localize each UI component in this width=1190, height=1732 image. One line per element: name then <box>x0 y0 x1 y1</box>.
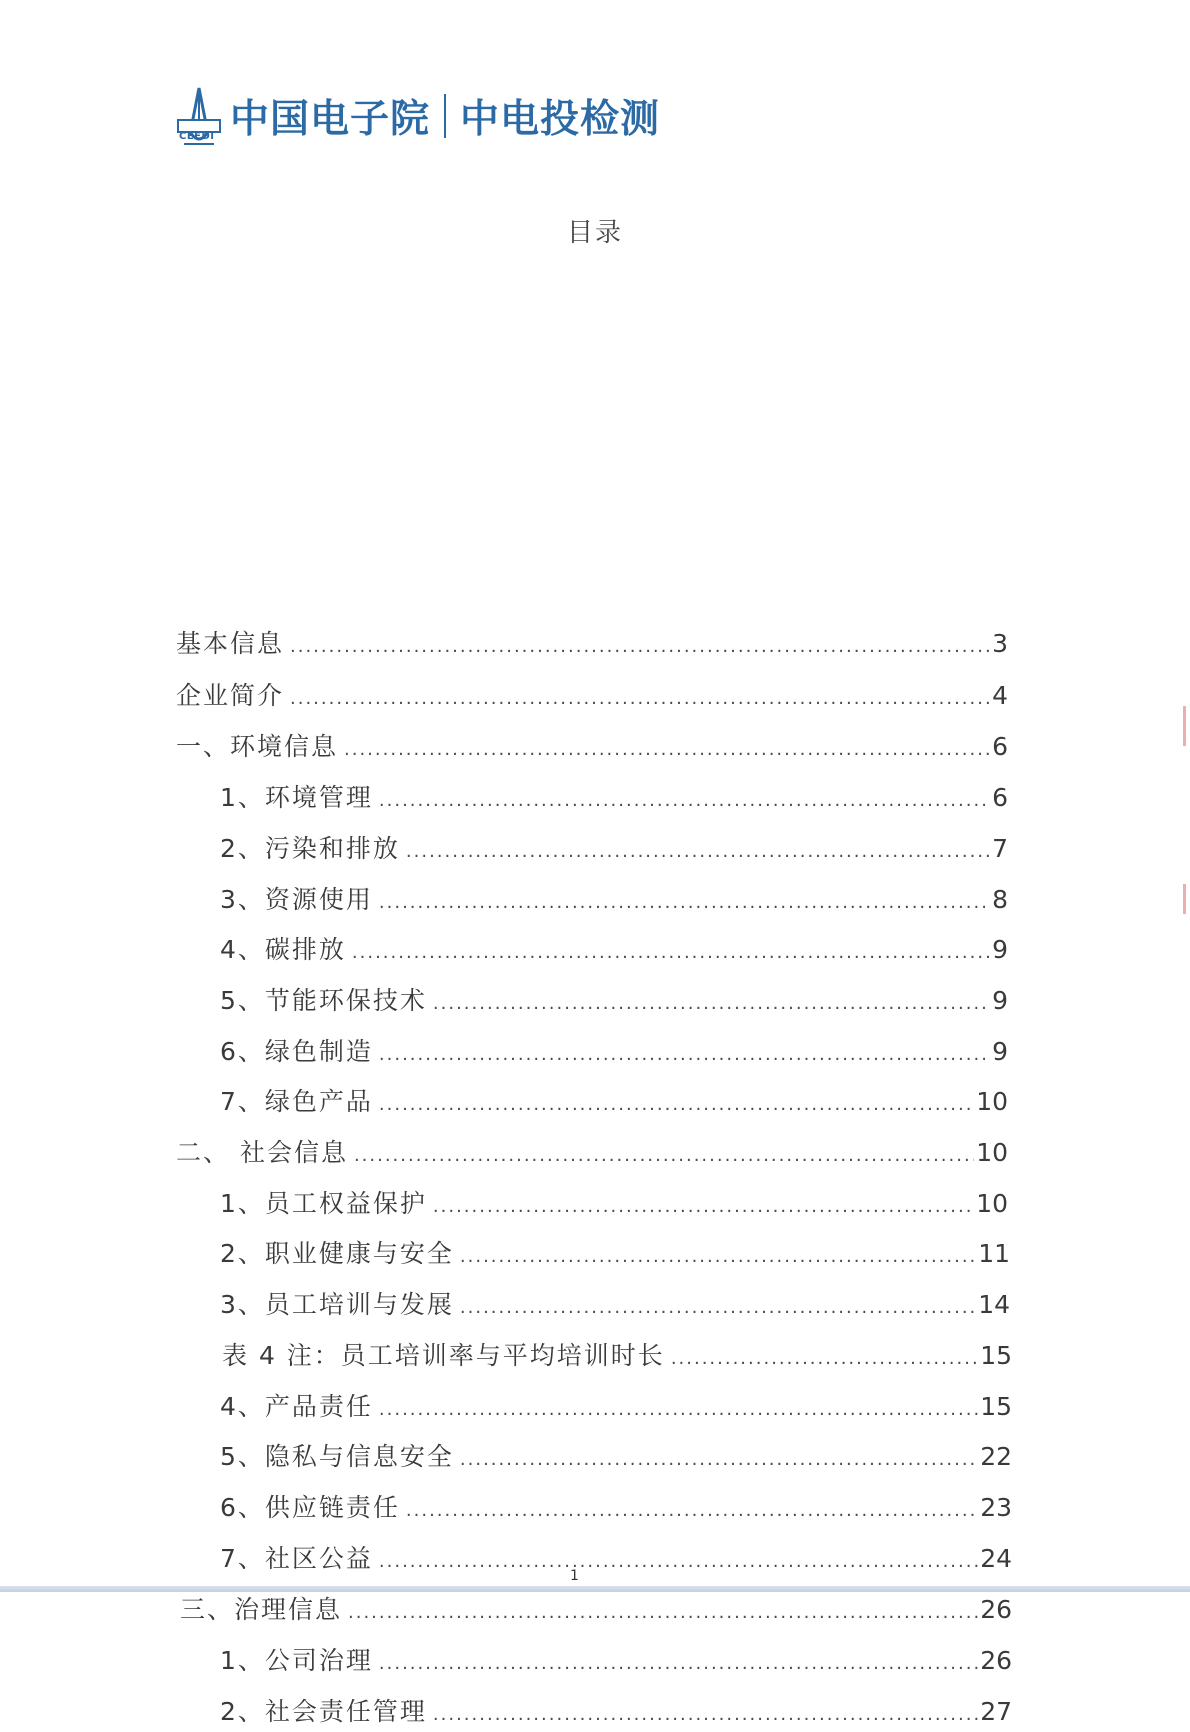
toc-entry[interactable] <box>220 1692 1012 1732</box>
toc-entry-page: 6 <box>992 783 1008 812</box>
toc-entry-page: 9 <box>992 1037 1008 1066</box>
toc-entry-page: 27 <box>980 1697 1012 1726</box>
toc-entry-page: 22 <box>980 1442 1012 1471</box>
toc-entry-page: 10 <box>976 1138 1008 1167</box>
toc-dot-leader <box>460 1297 976 1318</box>
toc-entry-label: 一、环境信息 <box>176 732 339 761</box>
toc-entry-label: 3、员工培训与发展 <box>220 1290 454 1319</box>
toc-dot-leader <box>379 1653 978 1674</box>
toc-entry-label: 5、隐私与信息安全 <box>220 1442 454 1471</box>
toc-entry-page: 23 <box>980 1493 1012 1522</box>
toc-dot-leader <box>433 1704 978 1725</box>
toc-entry[interactable] <box>176 676 1008 716</box>
toc-entry-page: 6 <box>992 732 1008 761</box>
toc-dot-leader <box>433 1196 974 1217</box>
toc-entry-label: 7、社区公益 <box>220 1544 373 1573</box>
toc-entry-label: 1、环境管理 <box>220 783 373 812</box>
toc-entry-page: 26 <box>980 1646 1012 1675</box>
toc-entry-page: 4 <box>992 681 1008 710</box>
toc-entry-page: 8 <box>992 885 1008 914</box>
toc-entry[interactable] <box>176 624 1008 664</box>
toc-dot-leader <box>354 1145 974 1166</box>
toc-entry-label: 2、污染和排放 <box>220 834 400 863</box>
toc-dot-leader <box>433 993 990 1014</box>
toc-entry-label: 7、绿色产品 <box>220 1087 373 1116</box>
toc-entry[interactable] <box>220 1032 1008 1072</box>
toc-dot-leader <box>379 1551 978 1572</box>
toc-dot-leader <box>379 892 990 913</box>
toc-entry-label: 4、产品责任 <box>220 1392 373 1421</box>
toc-entry[interactable] <box>220 930 1008 970</box>
document-header <box>176 86 660 146</box>
toc-entry-label: 2、社会责任管理 <box>220 1697 427 1726</box>
ceedi-logo-lettering <box>176 86 215 142</box>
toc-dot-leader <box>348 1602 978 1623</box>
toc-entry-label: 4、碳排放 <box>220 935 346 964</box>
footer-divider <box>0 1586 1190 1592</box>
toc-entry-label: 3、资源使用 <box>220 885 373 914</box>
toc-entry[interactable] <box>220 1082 1008 1122</box>
toc-dot-leader <box>290 688 990 709</box>
toc-entry-label: 二、 社会信息 <box>176 1138 348 1167</box>
toc-dot-leader <box>352 942 990 963</box>
toc-entry-page: 9 <box>992 986 1008 1015</box>
toc-dot-leader <box>671 1348 978 1369</box>
toc-entry[interactable] <box>220 981 1008 1021</box>
toc-entry[interactable] <box>176 727 1008 767</box>
toc-dot-leader <box>460 1246 976 1267</box>
toc-entry-label: 企业简介 <box>176 681 285 710</box>
toc-entry[interactable] <box>220 778 1008 818</box>
toc-entry-page: 14 <box>978 1290 1010 1319</box>
toc-entry-page: 3 <box>992 629 1008 658</box>
toc-dot-leader <box>460 1449 978 1470</box>
toc-entry-page: 15 <box>980 1392 1012 1421</box>
toc-entry-label: 1、员工权益保护 <box>220 1189 427 1218</box>
toc-entry[interactable] <box>220 1387 1012 1427</box>
toc-entry-label: 2、职业健康与安全 <box>220 1239 454 1268</box>
toc-entry-label: 1、公司治理 <box>220 1646 373 1675</box>
toc-entry[interactable] <box>220 1184 1008 1224</box>
toc-entry-page: 10 <box>976 1189 1008 1218</box>
page-number: 1 <box>570 1568 579 1584</box>
toc-entry[interactable] <box>180 1590 1012 1630</box>
toc-dot-leader <box>406 841 990 862</box>
toc-entry-label: 5、节能环保技术 <box>220 986 427 1015</box>
brand-name-secondary: 中电投检测 <box>460 97 661 142</box>
toc-entry[interactable] <box>222 1336 1012 1376</box>
scan-mark <box>1183 706 1186 746</box>
toc-entry[interactable] <box>220 1285 1010 1325</box>
toc-entry[interactable] <box>176 1133 1008 1173</box>
toc-entry-page: 10 <box>976 1087 1008 1116</box>
toc-entry[interactable] <box>220 829 1008 869</box>
svg-text:CEEDI: CEEDI <box>179 131 215 142</box>
toc-entry-label: 6、供应链责任 <box>220 1493 400 1522</box>
toc-entry[interactable] <box>220 1488 1012 1528</box>
toc-entry-page: 7 <box>992 834 1008 863</box>
toc-entry[interactable] <box>220 1437 1012 1477</box>
toc-entry-label: 基本信息 <box>176 629 285 658</box>
scan-mark <box>1183 884 1186 914</box>
toc-entry[interactable] <box>220 1539 1012 1579</box>
toc-dot-leader <box>344 739 990 760</box>
toc-entry[interactable] <box>220 880 1008 920</box>
toc-entry-page: 9 <box>992 935 1008 964</box>
toc-dot-leader <box>379 1399 978 1420</box>
toc-title: 目录 <box>566 218 623 248</box>
toc-dot-leader <box>406 1500 978 1521</box>
toc-dot-leader <box>290 636 990 657</box>
brand-divider <box>444 94 446 138</box>
toc-entry[interactable] <box>220 1234 1010 1274</box>
toc-entry-label: 表 4 注：员工培训率与平均培训时长 <box>222 1341 665 1370</box>
toc-entry-page: 24 <box>980 1544 1012 1573</box>
toc-dot-leader <box>379 790 990 811</box>
toc-entry-page: 11 <box>978 1239 1010 1268</box>
toc-entry-label: 6、绿色制造 <box>220 1037 373 1066</box>
toc-entry-label: 三、治理信息 <box>180 1595 343 1624</box>
toc-dot-leader <box>379 1094 974 1115</box>
toc-entry[interactable] <box>220 1641 1012 1681</box>
toc-entry-page: 26 <box>980 1595 1012 1624</box>
brand-name-primary: 中国电子院 <box>230 97 431 142</box>
toc-dot-leader <box>379 1044 990 1065</box>
toc-entry-page: 15 <box>980 1341 1012 1370</box>
